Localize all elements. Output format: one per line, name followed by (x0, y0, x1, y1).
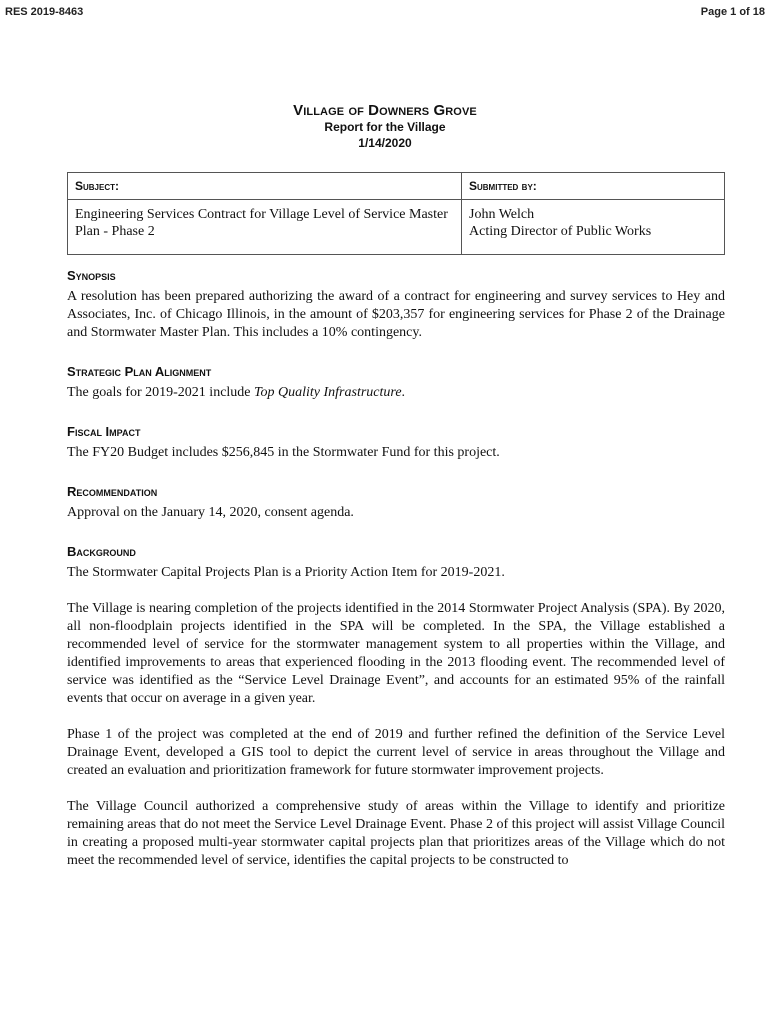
report-date: 1/14/2020 (358, 136, 412, 150)
strategic-text-end: . (401, 385, 406, 400)
background-paragraph-1: The Stormwater Capital Projects Plan is a Priority Action Item for 2019-2021. (67, 565, 505, 580)
strategic-goal: Top Quality Infrastructure (254, 385, 402, 400)
recommendation-text: Approval on the January 14, 2020, consent agenda. (67, 505, 354, 520)
recommendation-heading: Recommendation (67, 484, 158, 499)
background-heading: Background (67, 544, 136, 559)
subject-line: Engineering Services Contract for Village Level of Service Master (75, 207, 448, 222)
background-paragraph-2: The Village is nearing completion of the projects identified in the 2014 Stormwater Project Analysis (SPA). By 2020, all non-floodplain projects identified in the SPA will be completed. In the SPA, the Village established a recommended level of service for the stormwater management system to all properties within the Village, and identified improvements to areas that experienced flooding in the 2013 flooding event. The recommended level of service was identified as the “Service Level Drainage Event”, and accounts for an estimated 95% of the rainfall events that occur on average in a given year. (67, 601, 725, 706)
subject-table (67, 172, 725, 255)
fiscal-heading: Fiscal Impact (67, 424, 141, 439)
synopsis-heading: Synopsis (67, 268, 116, 283)
strategic-text-start: The goals for 2019-2021 include (67, 385, 255, 400)
submitted-by-label: Submitted by: (462, 173, 725, 200)
report-subtitle: Report for the Village (324, 120, 446, 134)
title-block (0, 102, 770, 151)
subject-line: Plan - Phase 2 (75, 224, 155, 239)
submitted-by-value (462, 200, 725, 255)
background-paragraph-3: Phase 1 of the project was completed at the end of 2019 and further refined the definition of the Service Level Drainage Event, developed a GIS tool to depict the current level of service in areas throughout the Village and created an evaluation and prioritization framework for future stormwater improvement projects. (67, 727, 725, 778)
submitter-title: Acting Director of Public Works (469, 224, 652, 239)
document-id: RES 2019-8463 (5, 6, 84, 18)
page-number: Page 1 of 18 (700, 6, 765, 18)
background-paragraph-4: The Village Council authorized a comprehensive study of areas within the Village to identify and prioritize remaining areas that do not meet the Service Level Drainage Event. Phase 2 of this project will assist Village Council in creating a proposed multi-year stormwater capital projects plan that prioritizes areas of the Village which do not meet the recommended level of service, identifies the capital projects to be constructed to (67, 799, 725, 868)
strategic-text (67, 384, 725, 402)
subject-label: Subject: (68, 173, 462, 200)
strategic-heading: Strategic Plan Alignment (67, 364, 212, 379)
synopsis-text: A resolution has been prepared authorizing the award of a contract for engineering and survey services to Hey and Associates, Inc. of Chicago Illinois, in the amount of $203,357 for engineering services for Phase 2 of the Drainage and Stormwater Master Plan. This includes a 10% contingency. (67, 289, 725, 340)
subject-value (68, 200, 462, 255)
fiscal-text: The FY20 Budget includes $256,845 in the Stormwater Fund for this project. (67, 445, 500, 460)
page-title: Village of Downers Grove (293, 102, 477, 119)
submitter-name: John Welch (469, 207, 535, 222)
report-body (67, 268, 725, 870)
